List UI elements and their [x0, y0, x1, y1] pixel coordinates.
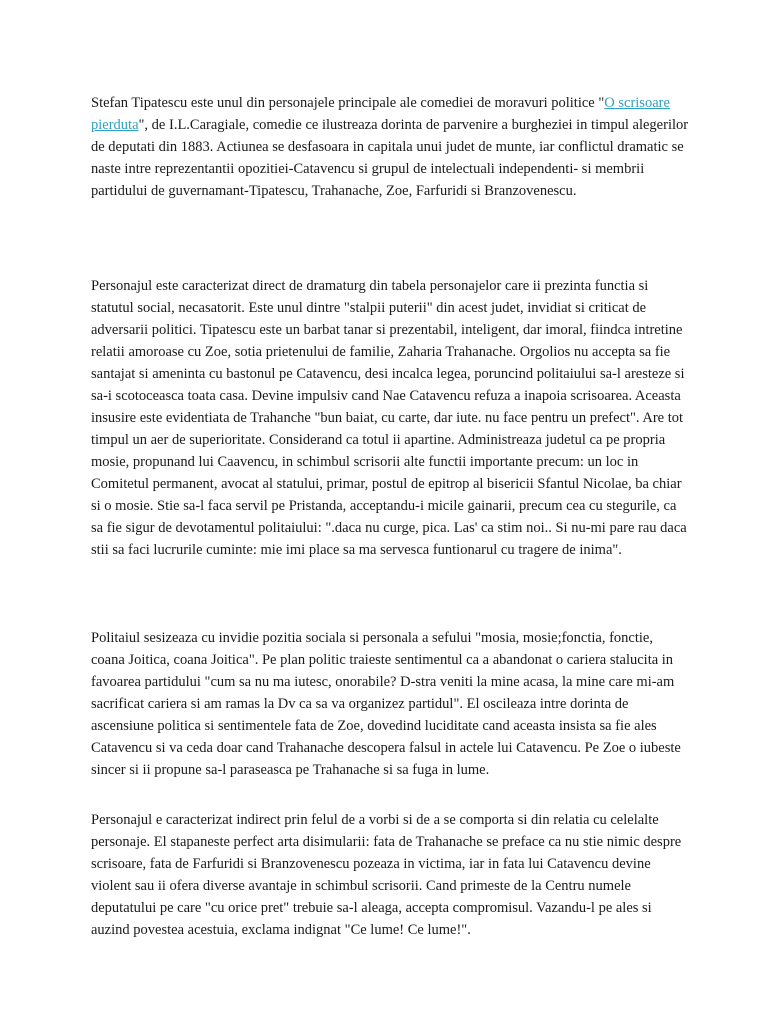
paragraph-intro-text-start: Stefan Tipatescu este unul din personajele principale ale comediei de moravuri politice " — [91, 95, 605, 111]
paragraph-intro — [91, 92, 689, 202]
paragraph-direct-characterization: Personajul este caracterizat direct de dramaturg din tabela personajelor care ii prezinta functia si statutul social, necasatorit. Este unul dintre "stalpii puterii" din acest judet, invidiat si criticat de adversarii politici. Tipatescu este un barbat tanar si prezentabil, inteligent, dar imoral, fiindca intretine relatii amoroase cu Zoe, sotia prietenului de familie, Zaharia Trahanache. Orgolios nu accepta sa fie santajat si ameninta cu bastonul pe Catavencu, desi incalca legea, poruncind politaiului sa-l aresteze si sa-i scotoceasca toata casa. Devine impulsiv cand Nae Catavencu refuza a inapoia scrisoarea. Aceasta insusire este evidentiata de Trahanche "bun baiat, cu carte, dar iute. nu face pentru un prefect". Are tot timpul un aer de superioritate. Considerand ca totul ii apartine. Administreaza judetul ca pe propria mosie, propunand lui Caavencu, in schimbul scrisorii alte functii importante precum: un loc in Comitetul permanent, avocat al statului, primar, postul de epitrop al bisericii Sfantul Nicolae, ba chiar si o mosie. Stie sa-l faca servil pe Pristanda, acceptandu-i micile gainarii, precum cea cu stegurile, ca sa fie sigur de devotamentul politaiului: ".daca nu curge, pica. Las' ca stim noi.. Si nu-mi pare rau daca stii sa faci lucrurile cuminte: mie imi place sa ma servesca funtionarul cu tragere de inima". — [91, 278, 687, 558]
paragraph-intro-text-end: ", de I.L.Caragiale, comedie ce ilustreaza dorinta de parvenire a burgheziei in timpul alegerilor de deputati din 1883. Actiunea se desfasoara in capitala unui judet de munte, iar conflictul dramatic se naste intre reprezentantii opozitiei-Catavencu si grupul de intelectuali independenti- si membrii partidului de guvernamant-Tipatescu, Trahanache, Zoe, Farfuridi si Branzovenescu. — [91, 117, 689, 199]
paragraph-indirect-characterization: Personajul e caracterizat indirect prin felul de a vorbi si de a se comporta si din relatia cu celelalte personaje. El stapaneste perfect arta disimularii: fata de Trahanache se preface ca nu stie nimic despre scrisoare, fata de Farfuridi si Branzovenescu pozeaza in victima, iar in fata lui Catavencu devine violent sau ii ofera diverse avantaje in schimbul scrisorii. Cand primeste de la Centru numele deputatului pe care "cu orice pret" trebuie sa-l aleaga, accepta compromisul. Vazandu-l pe ales si auzind povestea acestuia, exclama indignat "Ce lume! Ce lume!". — [91, 812, 682, 938]
scrisoare-pierduta-link[interactable]: O scrisoare pierduta — [91, 95, 670, 133]
paragraph-politaiul: Politaiul sesizeaza cu invidie pozitia sociala si personala a sefului "mosia, mosie;fonctia, fonctie, coana Joitica, coana Joitica". Pe plan politic traieste sentimentul ca a abandonat o cariera stalucita in favoarea partidului "cum sa nu ma iutesc, onorabile? D-stra veniti la mine acasa, la mine care mi-am sacrificat cariera si am ramas la Dv ca sa va organizez partidul". El oscileaza intre dorinta de ascensiune politica si sentimentele fata de Zoe, dovedind luciditate cand aceasta insista sa fie ales Catavencu si va ceda doar cand Trahanache descopera falsul in actele lui Catavencu. Pe Zoe o iubeste sincer si ii propune sa-l paraseasca pe Trahanache si sa fuga in lume. — [91, 630, 681, 778]
